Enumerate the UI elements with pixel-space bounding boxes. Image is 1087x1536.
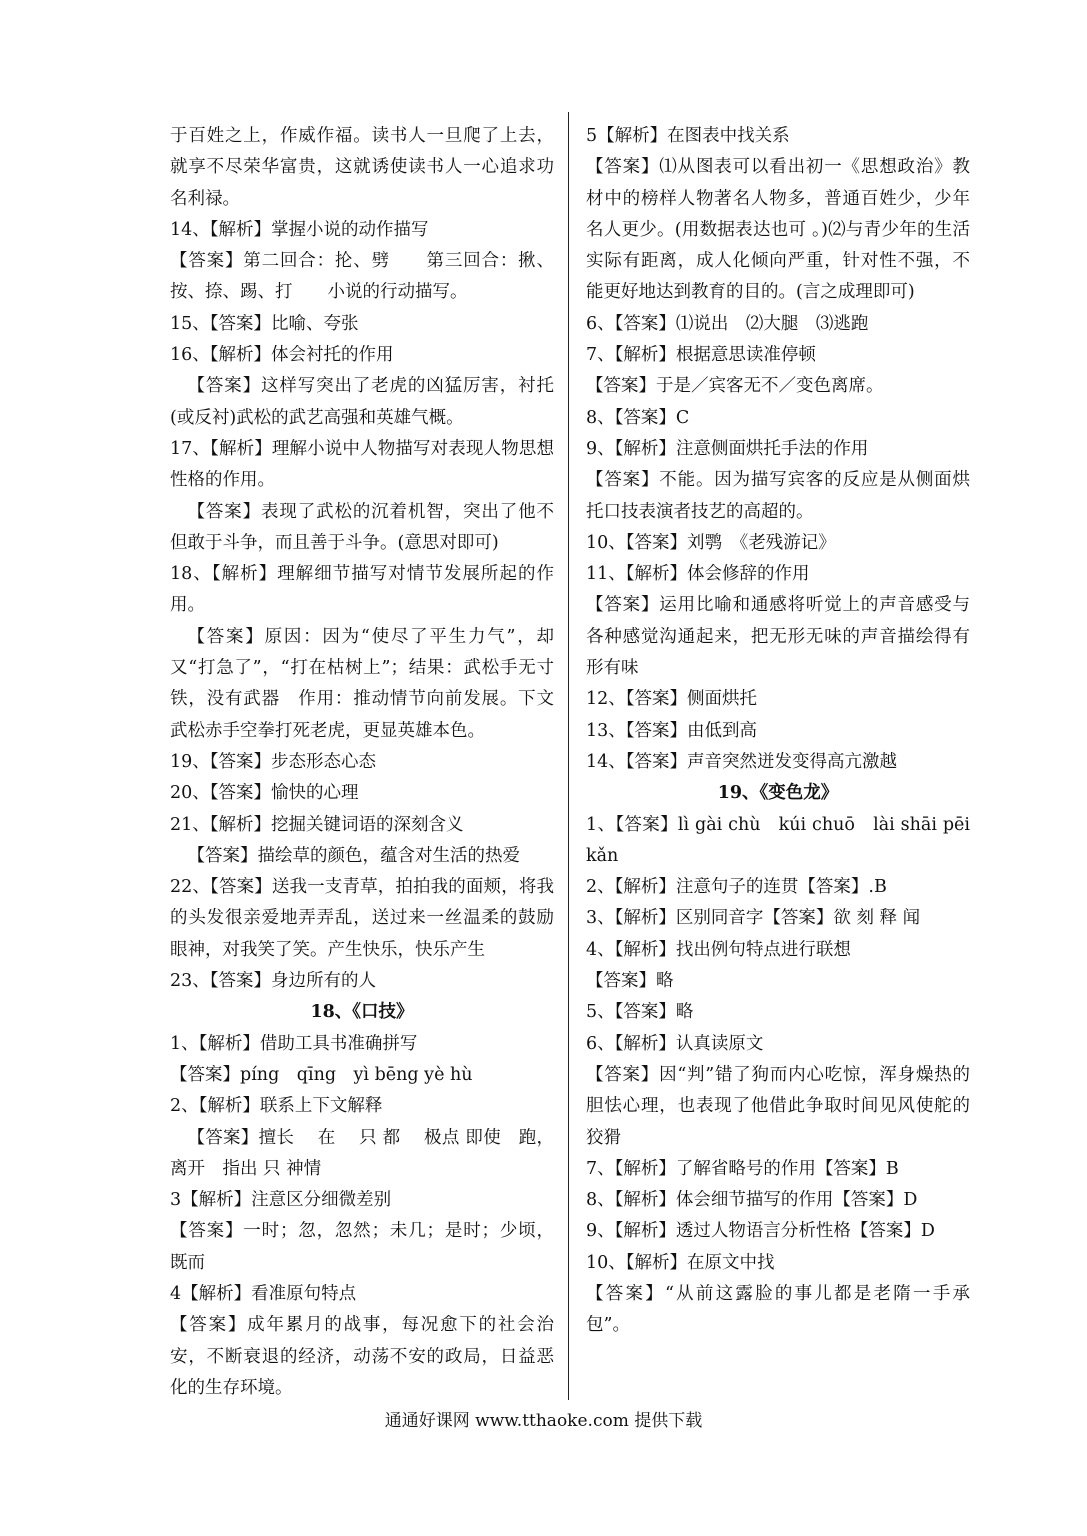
kouji-q14-answer: 14、【答案】声音突然迸发变得高亢激越	[586, 751, 898, 772]
kouji-q10-answer: 10、【答案】刘鹗 《老残游记》	[586, 532, 836, 553]
kouji-q13-answer: 13、【答案】由低到高	[586, 720, 758, 741]
kouji-q1-answer: 【答案】píng qīng yì bēng yè hù	[170, 1064, 473, 1085]
answer-paragraph: 于百姓之上，作威作福。读书人一旦爬了上去，就享不尽荣华富贵，这就诱使读书人一心追求功名利禄。	[170, 126, 554, 209]
kouji-q3-analysis: 3【解析】注意区分细微差别	[170, 1190, 392, 1211]
q19-answer: 19、【答案】步态形态心态	[170, 751, 377, 772]
bsl-q6-answer: 【答案】因“判”错了狗而内心吃惊，浑身燥热的胆怯心理，也表现了他借此争取时间见风使舵的狡猾	[586, 1064, 970, 1148]
bsl-q7: 7、【解析】了解省略号的作用【答案】B	[586, 1158, 899, 1179]
bsl-q3: 3、【解析】区别同音字【答案】欲 刻 释 闻	[586, 908, 921, 929]
kouji-q9-answer: 【答案】不能。因为描写宾客的反应是从侧面烘托口技表演者技艺的高超的。	[586, 470, 970, 522]
q23-answer: 23、【答案】身边所有的人	[170, 971, 377, 992]
right-column	[586, 121, 988, 1342]
q16-analysis: 16、【解析】体会衬托的作用	[170, 345, 394, 366]
section-heading-kouji: 18、《口技》	[310, 1002, 414, 1023]
kouji-q8-answer: 8、【答案】C	[586, 407, 690, 428]
bsl-q8: 8、【解析】体会细节描写的作用【答案】D	[586, 1190, 918, 1211]
q18-answer: 【答案】原因：因为“使尽了平生力气”，却又“打急了”，“打在枯树上”；结果：武松手无寸铁，没有武器 作用：推动情节向前发展。下文武松赤手空拳打死老虎，更显英雄本色。	[170, 626, 554, 741]
kouji-q11-analysis: 11、【解析】体会修辞的作用	[586, 564, 810, 585]
q14-analysis: 14、【解析】掌握小说的动作描写	[170, 219, 429, 240]
section-heading-bianselong: 19、《变色龙》	[717, 783, 839, 804]
q14-answer: 【答案】第二回合：抡、劈 第三回合：揪、按、捺、踢、打 小说的行动描写。	[170, 251, 554, 303]
q21-analysis: 21、【解析】挖掘关键词语的深刻含义	[170, 814, 464, 835]
kouji-q7-answer: 【答案】于是／宾客无不／变色离席。	[586, 376, 884, 397]
bsl-q2: 2、【解析】注意句子的连贯【答案】.B	[586, 877, 887, 898]
bsl-q10-analysis: 10、【解析】在原文中找	[586, 1252, 775, 1273]
kouji-q4-answer: 【答案】成年累月的战事，每况愈下的社会治安，不断衰退的经济，动荡不安的政局，日益恶化的生存环境。	[170, 1315, 554, 1398]
kouji-q2-analysis: 2、【解析】联系上下文解释	[170, 1096, 383, 1117]
bsl-q4-answer: 【答案】略	[586, 971, 674, 992]
q16-answer: 【答案】这样写突出了老虎的凶猛厉害，衬托(或反衬)武松的武艺高强和英雄气概。	[170, 376, 554, 428]
kouji-q1-analysis: 1、【解析】借助工具书准确拼写	[170, 1033, 418, 1054]
kouji-q5-analysis: 5【解析】在图表中找关系	[586, 126, 790, 146]
kouji-q5-answer: 【答案】⑴从图表可以看出初一《思想政治》教材中的榜样人物著名人物多，普通百姓少，少年名人更少。(用数据表达也可 。)⑵与青少年的生活实际有距离，成人化倾向严重，针对性不强，不能更好地达到教育的目的。(言之成理即可)	[586, 157, 970, 303]
footer-credit: 通通好课网 www.tthaoke.com 提供下载	[384, 1411, 703, 1431]
kouji-q11-answer: 【答案】运用比喻和通感将听觉上的声音感受与各种感觉沟通起来，把无形无味的声音描绘得有形有味	[586, 595, 970, 679]
kouji-q2-answer: 【答案】擅长 在 只 都 极点 即使 跑，离开 指出 只 神情	[170, 1127, 554, 1179]
q15-answer: 15、【答案】比喻、夸张	[170, 313, 359, 334]
q17-analysis: 17、【解析】理解小说中人物描写对表现人物思想性格的作用。	[170, 438, 554, 491]
left-column	[170, 121, 554, 1404]
bsl-q4-analysis: 4、【解析】找出例句特点进行联想	[586, 939, 851, 960]
bsl-q6-analysis: 6、【解析】认真读原文	[586, 1033, 764, 1054]
q18-analysis: 18、【解析】理解细节描写对情节发展所起的作用。	[170, 564, 554, 616]
q21-answer: 【答案】描绘草的颜色，蕴含对生活的热爱	[187, 845, 520, 866]
bsl-q10-answer: 【答案】“从前这露脸的事儿都是老隋一手承包”。	[586, 1283, 970, 1336]
bsl-q5-answer: 5、【答案】略	[586, 1002, 694, 1023]
q22-answer: 22、【答案】送我一支青草，拍拍我的面颊，将我的头发很亲爱地弄弄乱，送过来一丝温柔的鼓励眼神，对我笑了笑。产生快乐，快乐产生	[170, 877, 554, 960]
kouji-q9-analysis: 9、【解析】注意侧面烘托手法的作用	[586, 438, 869, 459]
kouji-q6-answer: 6、【答案】⑴说出 ⑵大腿 ⑶逃跑	[586, 313, 869, 334]
kouji-q12-answer: 12、【答案】侧面烘托	[586, 689, 758, 710]
kouji-q7-analysis: 7、【解析】根据意思读准停顿	[586, 345, 816, 366]
column-divider	[568, 112, 569, 1400]
q17-answer: 【答案】表现了武松的沉着机智，突出了他不但敢于斗争，而且善于斗争。(意思对即可)	[170, 501, 554, 553]
bsl-q1-answer: 1、【答案】lì gài chù kúi chuō lài shāi pēi kǎn	[586, 814, 988, 866]
kouji-q4-analysis: 4【解析】看准原句特点	[170, 1283, 357, 1304]
kouji-q3-answer: 【答案】一时；忽，忽然；未几；是时；少顷，既而	[170, 1221, 554, 1273]
bsl-q9: 9、【解析】透过人物语言分析性格【答案】D	[586, 1221, 935, 1242]
q20-answer: 20、【答案】愉快的心理	[170, 783, 359, 804]
